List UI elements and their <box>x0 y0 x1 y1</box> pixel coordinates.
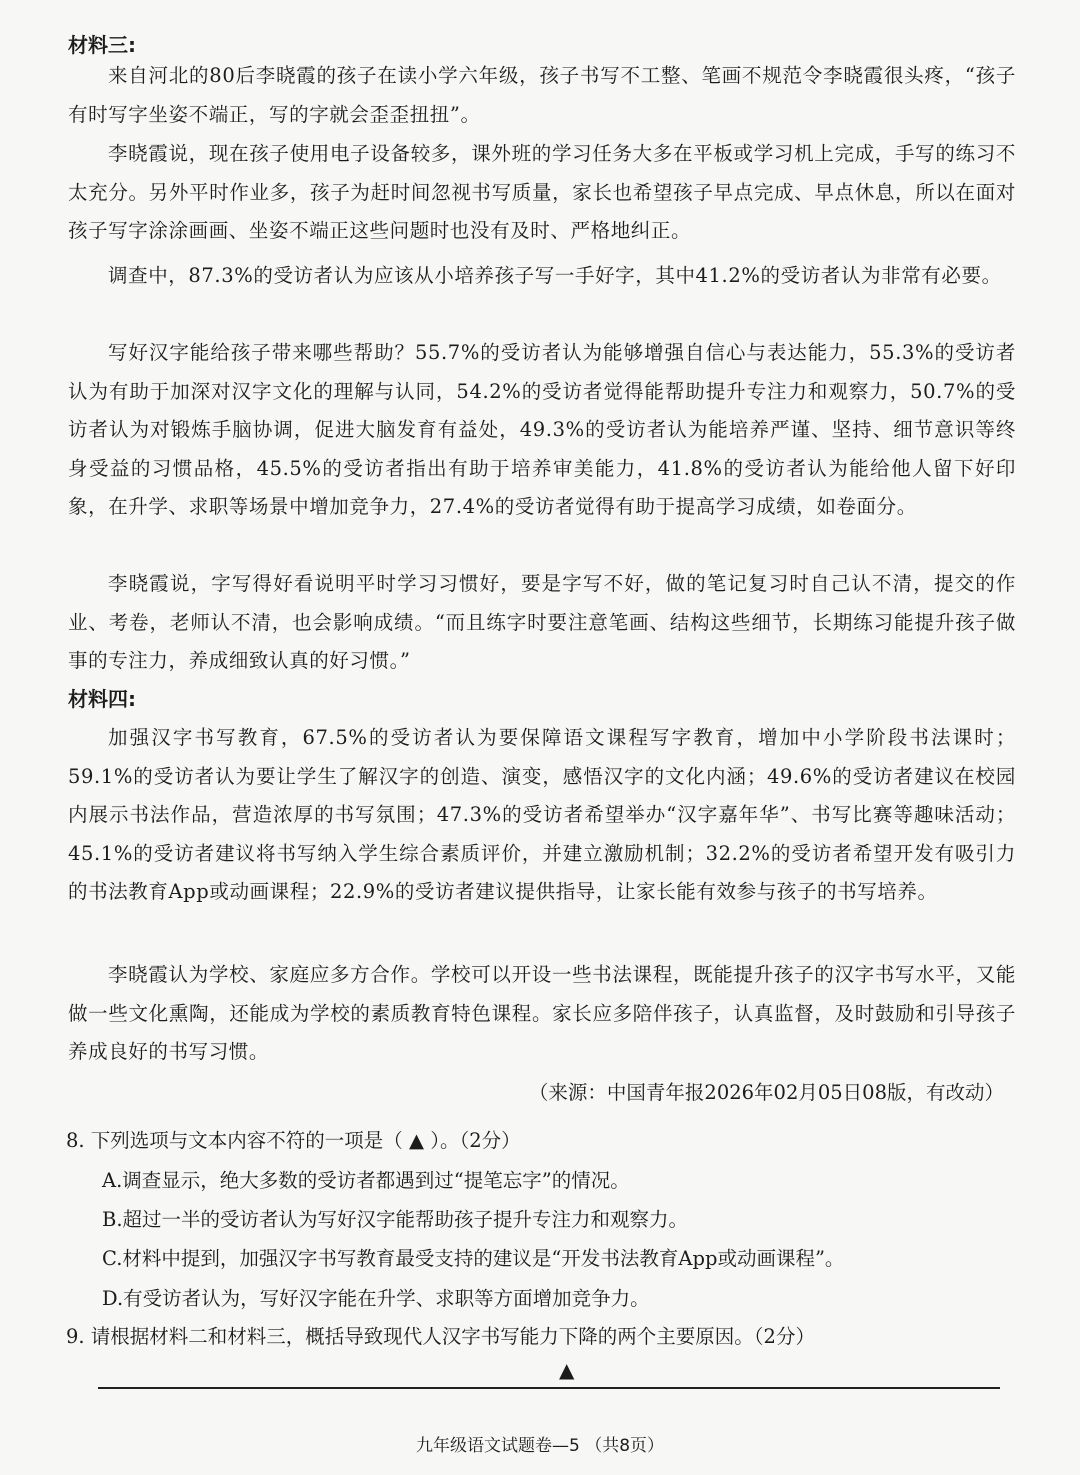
question-8-option-b: B.超过一半的受访者认为写好汉字能帮助孩子提升专注力和观察力。 <box>102 1208 689 1231</box>
material4-heading: 材料四: <box>68 687 136 711</box>
question-8-option-a: A.调查显示，绝大多数的受访者都遇到过“提笔忘字”的情况。 <box>102 1169 630 1192</box>
answer-triangle-icon: ▲ <box>559 1358 575 1382</box>
page-footer: 九年级语文试题卷—5 （共8页） <box>415 1436 665 1456</box>
material3-paragraph-2: 李晓霞说，现在孩子使用电子设备较多，课外班的学习任务大多在平板或学习机上完成，手写的练习不太充分。另外平时作业多，孩子为赶时间忽视书写质量，家长也希望孩子早点完成、早点休息，所以在面对孩子写字涂涂画画、坐姿不端正这些问题时也没有及时、严格地纠正。 <box>68 142 1016 243</box>
material3-paragraph-4: 写好汉字能给孩子带来哪些帮助？55.7%的受访者认为能够增强自信心与表达能力，55.3%的受访者认为有助于加深对汉字文化的理解与认同，54.2%的受访者觉得能帮助提升专注力和观察力，50.7%的受访者认为对锻炼手脑协调，促进大脑发育有益处，49.3%的受访者认为能培养严谨、坚持、细节意识等终身受益的习惯品格，45.5%的受访者指出有助于培养审美能力，41.8%的受访者认为能给他人留下好印象，在升学、求职等场景中增加竞争力，27.4%的受访者觉得有助于提高学习成绩，如卷面分。 <box>68 341 1016 519</box>
question-9-stem: 9. 请根据材料二和材料三，概括导致现代人汉字书写能力下降的两个主要原因。（2分） <box>66 1325 815 1348</box>
question-8-option-c: C.材料中提到，加强汉字书写教育最受支持的建议是“开发书法教育App或动画课程”。 <box>102 1247 845 1270</box>
material3-heading: 材料三: <box>68 33 136 57</box>
source-citation: （来源：中国青年报2026年02月05日08版，有改动） <box>528 1081 1004 1104</box>
answer-line[interactable] <box>98 1387 1000 1389</box>
question-8-option-d: D.有受访者认为，写好汉字能在升学、求职等方面增加竞争力。 <box>102 1287 650 1310</box>
material3-paragraph-3: 调查中，87.3%的受访者认为应该从小培养孩子写一手好字，其中41.2%的受访者认为非常有必要。 <box>108 264 1002 287</box>
material4-paragraph-2: 李晓霞认为学校、家庭应多方合作。学校可以开设一些书法课程，既能提升孩子的汉字书写水平，又能做一些文化熏陶，还能成为学校的素质教育特色课程。家长应多陪伴孩子，认真监督，及时鼓励和引导孩子养成良好的书写习惯。 <box>68 963 1016 1064</box>
material4-paragraph-1: 加强汉字书写教育，67.5%的受访者认为要保障语文课程写字教育，增加中小学阶段书法课时；59.1%的受访者认为要让学生了解汉字的创造、演变，感悟汉字的文化内涵；49.6%的受访者建议在校园内展示书法作品，营造浓厚的书写氛围；47.3%的受访者希望举办“汉字嘉年华”、书写比赛等趣味活动；45.1%的受访者建议将书写纳入学生综合素质评价，并建立激励机制；32.2%的受访者希望开发有吸引力的书法教育App或动画课程；22.9%的受访者建议提供指导，让家长能有效参与孩子的书写培养。 <box>68 726 1016 904</box>
question-8-stem: 8. 下列选项与文本内容不符的一项是（ ▲ ）。（2分） <box>66 1129 521 1152</box>
material3-paragraph-1: 来自河北的80后李晓霞的孩子在读小学六年级，孩子书写不工整、笔画不规范令李晓霞很头疼，“孩子有时写字坐姿不端正，写的字就会歪歪扭扭”。 <box>68 64 1016 126</box>
material3-paragraph-5: 李晓霞说，字写得好看说明平时学习习惯好，要是字写不好，做的笔记复习时自己认不清，提交的作业、考卷，老师认不清，也会影响成绩。“而且练字时要注意笔画、结构这些细节，长期练习能提升孩子做事的专注力，养成细致认真的好习惯。” <box>68 572 1016 673</box>
